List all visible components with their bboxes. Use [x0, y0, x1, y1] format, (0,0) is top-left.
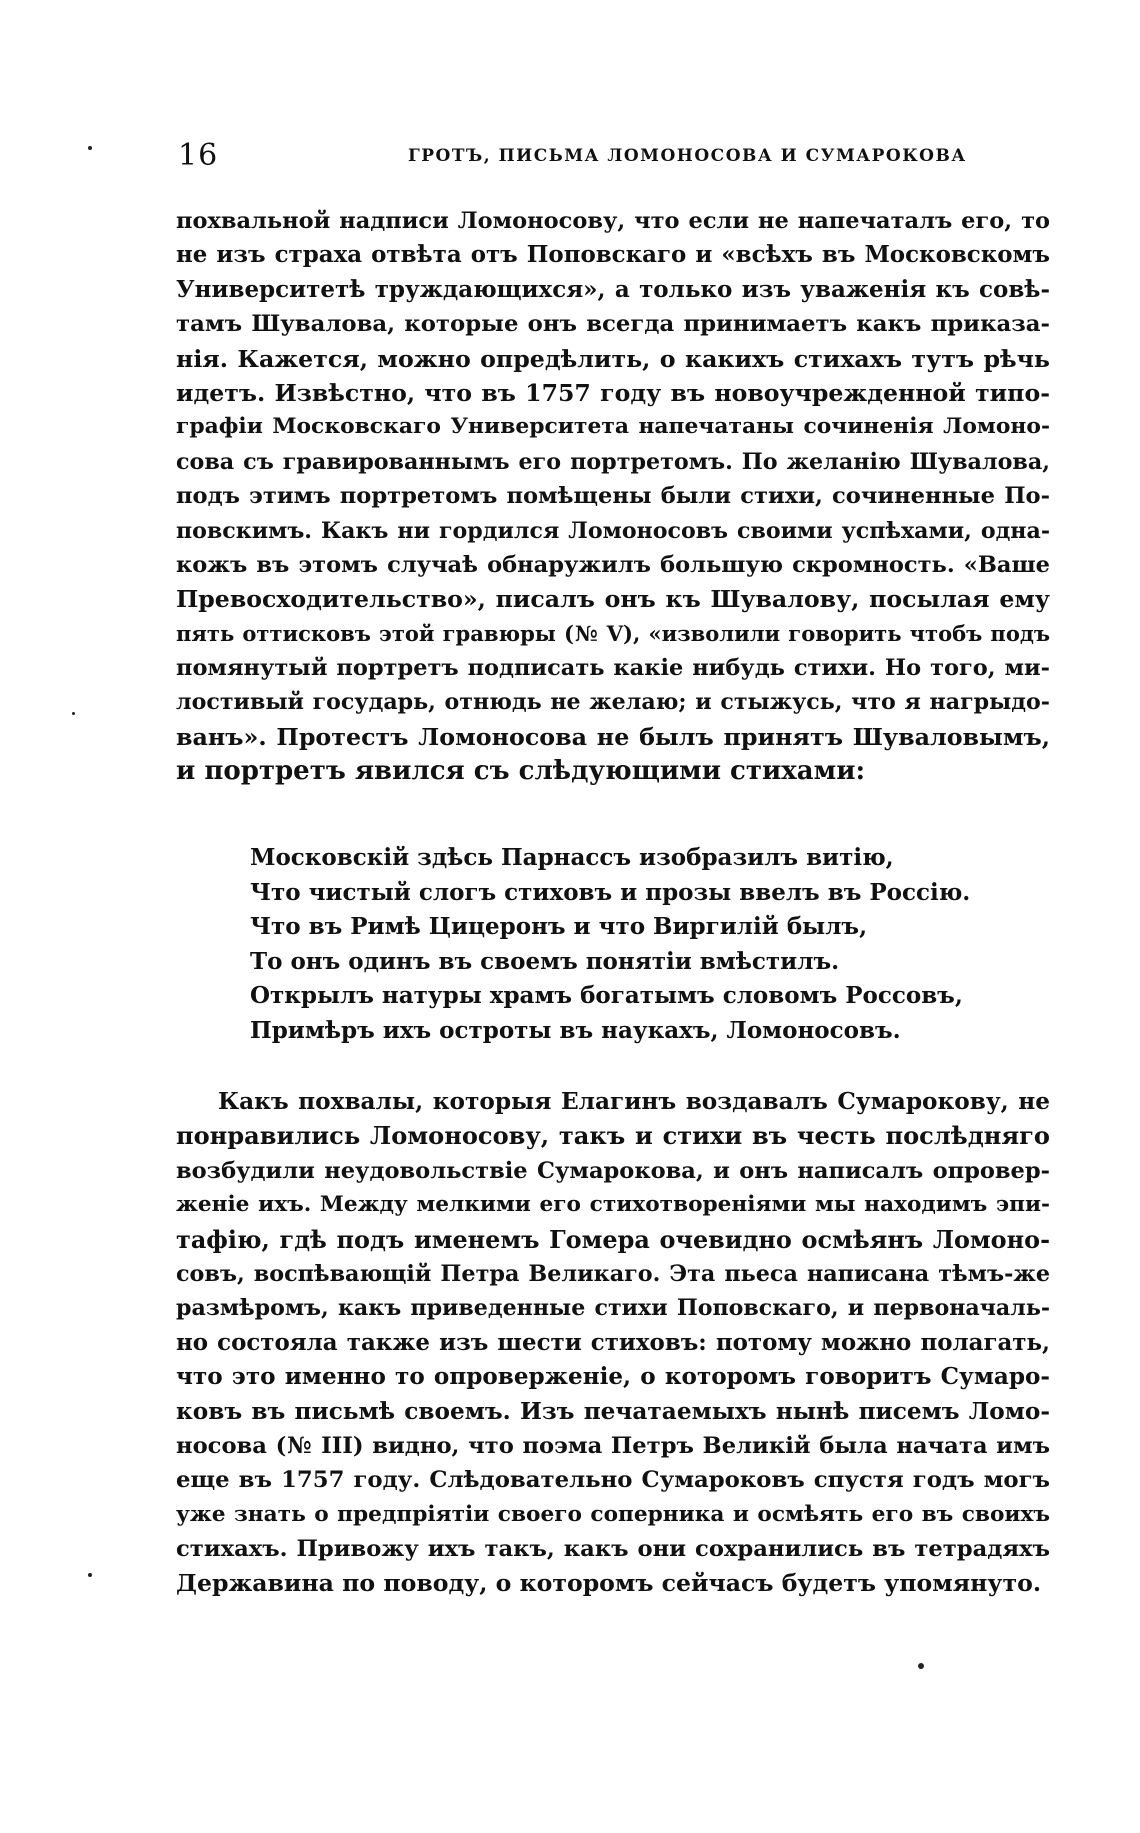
text-line: тамъ Шувалова, которые онъ всегда принимаетъ какъ приказа-: [176, 311, 1050, 338]
scan-speck: [88, 1573, 92, 1577]
text-line: кожъ въ этомъ случаѣ обнаружилъ большую скромность. «Ваше: [176, 551, 1050, 578]
text-line: подъ этимъ портретомъ помѣщены были стихи, сочиненные По-: [176, 483, 1050, 510]
verse-quotation: [250, 841, 970, 1049]
text-line: понравились Ломоносову, такъ и стихи въ честь послѣдняго: [176, 1121, 1050, 1151]
verse-line: Что въ Римѣ Цицеронъ и что Виргилій былъ,: [250, 913, 868, 941]
text-line: совъ, воспѣвающій Петра Великаго. Эта пьеса написана тѣмъ-же: [176, 1260, 1050, 1287]
paragraph-2: [176, 1085, 1050, 1601]
text-line: но состояла также изъ шести стиховъ: потому можно полагать,: [176, 1328, 1050, 1356]
text-line: лостивый государь, отнюдь не желаю; и стыжусь, что я нагрыдо-: [176, 689, 1050, 716]
verse-line: Примѣръ ихъ остроты въ наукахъ, Ломоносовъ.: [250, 1016, 901, 1044]
page-header: [178, 138, 1048, 178]
text-line: сова съ гравированнымъ его портретомъ. По желанію Шувалова,: [176, 448, 1050, 475]
verse-line: Московскій здѣсь Парнассъ изобразилъ витію,: [250, 844, 894, 871]
text-line: помянутый портретъ подписать какіе нибудь стихи. Но того, ми-: [176, 655, 1050, 682]
text-line: ковъ въ письмѣ своемъ. Изъ печатаемыхъ нынѣ писемъ Ломо-: [176, 1397, 1050, 1425]
text-line: Университетѣ труждающихся», а только изъ уваженія къ совѣ-: [176, 275, 1050, 303]
text-line: Превосходительство», писалъ онъ къ Шувалову, посылая ему: [176, 585, 1050, 614]
text-line: ванъ». Протестъ Ломоносова не былъ принятъ Шуваловымъ,: [176, 722, 1050, 751]
text-line: стихахъ. Привожу ихъ такъ, какъ они сохранились въ тетрадяхъ: [176, 1536, 1050, 1563]
text-line: что это именно то опроверженіе, о которомъ говоритъ Сумаро-: [176, 1363, 1050, 1391]
text-line: Какъ похвалы, которыя Елагинъ воздавалъ Сумарокову, не: [218, 1088, 1050, 1115]
page-number: 16: [178, 138, 219, 173]
text-line: пять оттисковъ этой гравюры (№ V), «изволили говорить чтобъ подъ: [176, 620, 1050, 646]
text-line: женіе ихъ. Между мелкими его стихотвореніями мы находимъ эпи-: [176, 1192, 1050, 1218]
text-line: не изъ страха отвѣта отъ Поповскаго и «всѣхъ въ Московскомъ: [176, 241, 1050, 269]
running-title: ГРОТЪ, ПИСЬМА ЛОМОНОСОВА И СУМАРОКОВА: [408, 146, 967, 166]
paragraph-1: [176, 204, 1050, 789]
text-line: и портретъ явился съ слѣдующими стихами:: [176, 756, 866, 787]
scan-speck: [88, 146, 92, 150]
verse-line: То онъ одинъ въ своемъ понятіи вмѣстилъ.: [250, 947, 840, 975]
text-line: уже знать о предпріятіи своего соперника и осмѣять его въ своихъ: [176, 1501, 1050, 1527]
text-line: размѣромъ, какъ приведенные стихи Поповскаго, и первоначаль-: [176, 1295, 1050, 1322]
text-line: графіи Московскаго Университета напечатаны сочиненія Ломоно-: [176, 414, 1050, 440]
verse-line: Что чистый слогъ стиховъ и прозы ввелъ въ Россію.: [250, 878, 971, 906]
scan-speck: [918, 1663, 924, 1669]
text-line: еще въ 1757 году. Слѣдовательно Сумароковъ спустя годъ могъ: [176, 1467, 1050, 1494]
text-line: похвальной надписи Ломоносову, что если не напечаталъ его, то: [176, 208, 1050, 234]
text-line: носова (№ III) видно, что поэма Петръ Великій была начата имъ: [176, 1432, 1050, 1459]
verse-line: Открылъ натуры храмъ богатымъ словомъ Россовъ,: [250, 982, 963, 1010]
text-line: нія. Кажется, можно опредѣлить, о какихъ стихахъ тутъ рѣчь: [176, 344, 1050, 373]
text-line: идетъ. Извѣстно, что въ 1757 году въ новоучрежденной типо-: [176, 378, 1050, 407]
text-line: тафію, гдѣ подъ именемъ Гомера очевидно осмѣянъ Ломоно-: [176, 1225, 1050, 1254]
text-line: Державина по поводу, о которомъ сейчасъ будетъ упомянуто.: [176, 1569, 1042, 1598]
scan-speck: [72, 712, 75, 715]
text-line: повскимъ. Какъ ни гордился Ломоносовъ своими успѣхами, одна-: [176, 517, 1050, 544]
text-line: возбудили неудовольствіе Сумарокова, и онъ написалъ опровер-: [176, 1157, 1050, 1184]
